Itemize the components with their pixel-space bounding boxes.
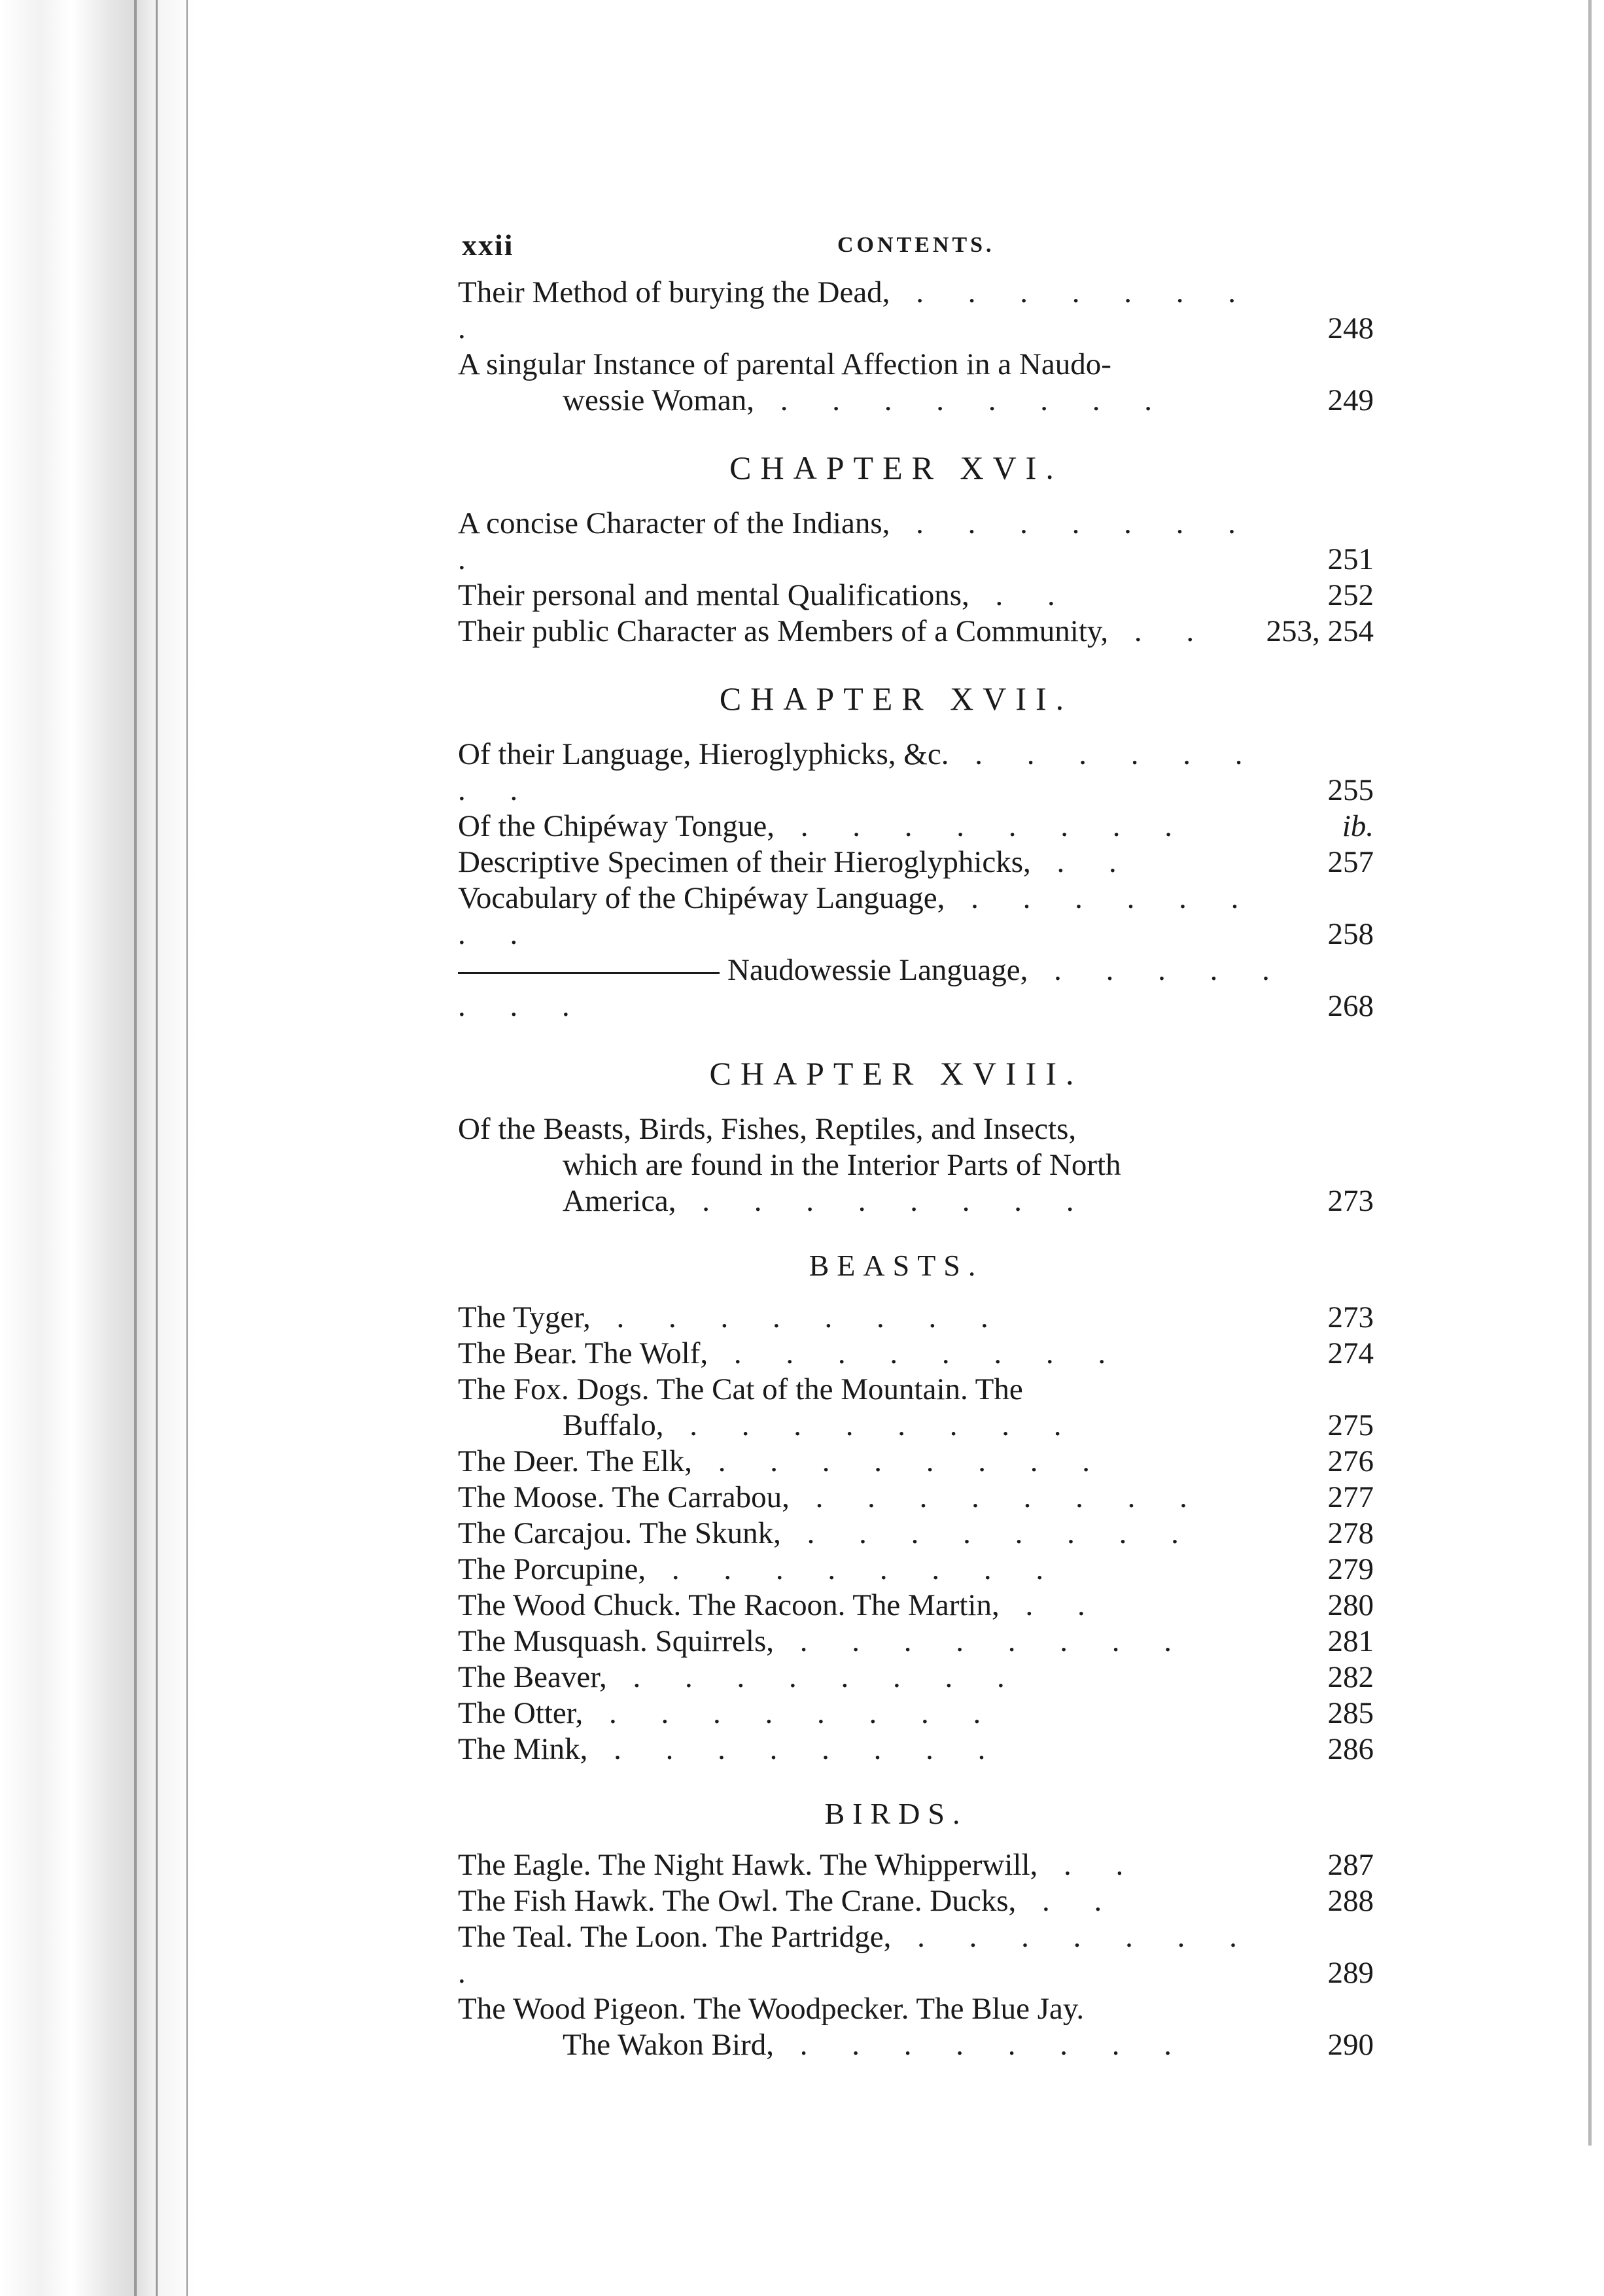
toc-page-number: 276	[1327, 1444, 1374, 1478]
dot-leader: . . . . . . . .	[458, 1920, 1255, 1991]
toc-page-number: 274	[1327, 1336, 1374, 1370]
dot-leader: . .	[999, 1588, 1104, 1622]
toc-entry	[419, 1883, 1374, 1919]
toc-entry-title: The Carcajou. The Skunk,	[458, 1516, 781, 1550]
toc-entry-line	[458, 1552, 1374, 1588]
toc-entry-line	[458, 952, 1374, 1024]
chapter-heading: CHAPTER XVII.	[719, 680, 1073, 717]
toc-entry	[419, 809, 1374, 844]
dot-leader: . . . . . . . .	[754, 383, 1170, 417]
toc-page-number: 281	[1327, 1624, 1374, 1658]
toc-entry-line	[458, 1847, 1374, 1883]
toc-entry-title: Buffalo,	[563, 1408, 664, 1442]
toc-entry-title: Of the Beasts, Birds, Fishes, Reptiles, and Insects,	[458, 1112, 1077, 1146]
toc-entry	[419, 275, 1374, 347]
toc-page-number: 280	[1327, 1588, 1374, 1622]
toc-page-number: 285	[1327, 1696, 1374, 1730]
toc-page-number: 289	[1327, 1956, 1374, 1991]
book-gutter-shadow	[0, 0, 196, 2296]
dot-leader: . . . . . . . .	[458, 881, 1257, 951]
toc-entry	[419, 1480, 1374, 1516]
toc-entry-line	[458, 1624, 1374, 1660]
toc-page-number: 252	[1327, 578, 1374, 612]
toc-page-number: 251	[1327, 542, 1374, 576]
toc-entry-title: The Deer. The Elk,	[458, 1444, 693, 1478]
toc-entry	[419, 614, 1374, 650]
toc-entry	[419, 506, 1374, 578]
toc-entry-title: The Wood Pigeon. The Woodpecker. The Blue Jay.	[458, 1992, 1085, 2026]
toc-entry-line	[458, 880, 1374, 952]
toc-entry-title: The Tyger,	[458, 1300, 591, 1334]
toc-entry	[419, 737, 1374, 809]
table-of-contents	[419, 275, 1374, 2063]
toc-entry	[419, 1660, 1374, 1696]
toc-entry	[419, 1111, 1374, 1219]
toc-entry	[419, 952, 1374, 1024]
dot-leader: . . . . . . . .	[774, 1624, 1191, 1658]
dot-leader: . . . . . . . .	[458, 953, 1288, 1023]
dot-leader: . . . . . . . .	[663, 1408, 1080, 1442]
toc-page-number: 257	[1327, 845, 1374, 879]
toc-entry	[419, 1847, 1374, 1883]
toc-entry	[419, 1300, 1374, 1336]
toc-entry-title: Descriptive Specimen of their Hieroglyphicks,	[458, 845, 1031, 879]
toc-page-number: ib.	[1342, 809, 1374, 843]
toc-page-number: 287	[1327, 1848, 1374, 1883]
toc-page-number: 248	[1327, 311, 1374, 345]
toc-entry-line	[458, 844, 1374, 880]
toc-entry-line	[458, 1919, 1374, 1991]
toc-entry-line	[458, 578, 1374, 614]
toc-entry	[419, 1552, 1374, 1588]
dot-leader: . . . . . . . .	[590, 1300, 1007, 1334]
toc-entry-title: The Wood Chuck. The Racoon. The Martin,	[458, 1588, 1000, 1622]
gutter-line	[134, 0, 137, 2296]
toc-entry-line	[458, 1731, 1374, 1767]
dot-leader: . . . . . . . .	[774, 2028, 1190, 2062]
page-edge-line	[1588, 0, 1592, 2146]
dot-leader: . . . . . . . .	[708, 1336, 1125, 1370]
toc-page-number: 273	[1327, 1184, 1374, 1218]
toc-entry-line	[458, 506, 1374, 578]
toc-entry-line	[458, 347, 1374, 383]
gutter-line	[186, 0, 188, 2296]
toc-entry-title: The Fox. Dogs. The Cat of the Mountain. The	[458, 1372, 1023, 1406]
toc-entry	[419, 844, 1374, 880]
section-heading: BEASTS.	[809, 1249, 984, 1282]
dot-leader: . . . . . . . .	[692, 1444, 1109, 1478]
dot-leader: . . . . . . . .	[646, 1552, 1062, 1586]
toc-entry	[419, 578, 1374, 614]
toc-entry-title: A concise Character of the Indians,	[458, 506, 890, 540]
toc-entry-line	[458, 1991, 1374, 2027]
toc-entry-title: The Teal. The Loon. The Partridge,	[458, 1920, 892, 1955]
dot-leader: . . . . . . . .	[587, 1731, 1004, 1766]
toc-page-number: 273	[1327, 1300, 1374, 1334]
toc-entry	[419, 1919, 1374, 1991]
toc-entry-title: The Mink,	[458, 1731, 588, 1766]
toc-entry	[419, 1696, 1374, 1731]
toc-entry-title: Of the Chipéway Tongue,	[458, 809, 775, 843]
toc-entry-line	[458, 737, 1374, 809]
toc-entry-title: The Otter,	[458, 1696, 584, 1730]
contents-page	[419, 216, 1374, 2063]
toc-entry-line	[458, 809, 1374, 844]
toc-page-number: 286	[1327, 1731, 1374, 1766]
toc-entry-title: The Fish Hawk. The Owl. The Crane. Ducks,	[458, 1884, 1017, 1919]
toc-entry-line	[458, 1516, 1374, 1552]
toc-entry	[419, 880, 1374, 952]
toc-entry-line	[458, 1480, 1374, 1516]
toc-page-number: 277	[1327, 1480, 1374, 1514]
dot-leader: . . . . . . . .	[458, 737, 1261, 807]
dot-leader: . .	[1108, 614, 1213, 648]
toc-entry-line	[458, 1696, 1374, 1731]
toc-entry	[419, 347, 1374, 419]
dot-leader: . . . . . . . .	[775, 809, 1191, 843]
toc-entry-title: The Musquash. Squirrels,	[458, 1624, 775, 1658]
toc-entry-title: Naudowessie Language,	[727, 953, 1028, 987]
toc-entry-line	[458, 614, 1374, 650]
page-folio: xxii	[462, 228, 514, 262]
toc-entry-title: Their public Character as Members of a Community,	[458, 614, 1109, 648]
toc-page-number: 268	[1327, 989, 1374, 1023]
ditto-rule	[458, 972, 720, 974]
toc-entry-title: The Wakon Bird,	[563, 2028, 774, 2062]
toc-entry-line	[563, 2027, 1374, 2063]
toc-entry-line	[563, 1147, 1374, 1183]
toc-page-number: 279	[1327, 1552, 1374, 1586]
gutter-line	[156, 0, 158, 2296]
toc-entry	[419, 1588, 1374, 1624]
toc-entry-line	[563, 1183, 1374, 1219]
dot-leader: . . . . . . . .	[606, 1660, 1023, 1694]
toc-entry-line	[458, 1336, 1374, 1372]
toc-entry-line	[458, 1883, 1374, 1919]
running-head	[419, 216, 1374, 275]
dot-leader: . .	[1030, 845, 1135, 879]
toc-entry-title: which are found in the Interior Parts of North	[563, 1148, 1121, 1182]
toc-entry-title: Their Method of burying the Dead,	[458, 275, 890, 309]
toc-entry	[419, 1624, 1374, 1660]
toc-page-number: 290	[1327, 2028, 1374, 2062]
toc-entry	[419, 1336, 1374, 1372]
toc-entry-title: The Moose. The Carrabou,	[458, 1480, 790, 1514]
dot-leader: . .	[1037, 1848, 1142, 1883]
toc-entry-line	[563, 383, 1374, 419]
toc-entry	[419, 1991, 1374, 2063]
toc-entry-title: Vocabulary of the Chipéway Language,	[458, 881, 945, 915]
toc-entry	[419, 1516, 1374, 1552]
toc-entry-line	[458, 1372, 1374, 1408]
toc-entry-line	[458, 1444, 1374, 1480]
toc-page-number: 278	[1327, 1516, 1374, 1550]
toc-entry-title: Of their Language, Hieroglyphicks, &c.	[458, 737, 949, 771]
toc-entry-line	[458, 1300, 1374, 1336]
dot-leader: . . . . . . . .	[458, 506, 1254, 576]
dot-leader: . . . . . . . .	[583, 1696, 1000, 1730]
dot-leader: . . . . . . . .	[458, 275, 1254, 345]
running-title: CONTENTS.	[837, 233, 995, 257]
toc-entry-line	[458, 1588, 1374, 1624]
toc-entry-line	[563, 1408, 1374, 1444]
toc-entry	[419, 1444, 1374, 1480]
dot-leader: . . . . . . . .	[676, 1184, 1092, 1218]
dot-leader: . . . . . . . .	[789, 1480, 1206, 1514]
toc-page-number: 288	[1327, 1884, 1374, 1919]
toc-entry-title: The Eagle. The Night Hawk. The Whipperwill,	[458, 1848, 1038, 1883]
toc-entry-title: A singular Instance of parental Affection in a Naudo-	[458, 347, 1111, 381]
toc-entry-line	[458, 275, 1374, 347]
toc-page-number: 253, 254	[1266, 614, 1374, 648]
toc-entry	[419, 1372, 1374, 1444]
toc-entry-title: America,	[563, 1184, 676, 1218]
toc-entry-title: Their personal and mental Qualifications,	[458, 578, 969, 612]
chapter-heading: CHAPTER XVIII.	[709, 1055, 1083, 1092]
toc-entry-title: wessie Woman,	[563, 383, 754, 417]
dot-leader: . .	[1016, 1884, 1121, 1919]
toc-entry-title: The Porcupine,	[458, 1552, 646, 1586]
toc-page-number: 255	[1327, 773, 1374, 807]
toc-page-number: 282	[1327, 1660, 1374, 1694]
dot-leader: . .	[969, 578, 1073, 612]
toc-page-number: 258	[1327, 917, 1374, 951]
toc-entry-line	[458, 1111, 1374, 1147]
dot-leader: . . . . . . . .	[780, 1516, 1197, 1550]
toc-page-number: 249	[1327, 383, 1374, 417]
chapter-heading: CHAPTER XVI.	[729, 449, 1063, 486]
section-heading: BIRDS.	[824, 1796, 968, 1830]
toc-entry	[419, 1731, 1374, 1767]
toc-entry-title: The Bear. The Wolf,	[458, 1336, 708, 1370]
toc-page-number: 275	[1327, 1408, 1374, 1442]
toc-entry-line	[458, 1660, 1374, 1696]
toc-entry-title: The Beaver,	[458, 1660, 607, 1694]
